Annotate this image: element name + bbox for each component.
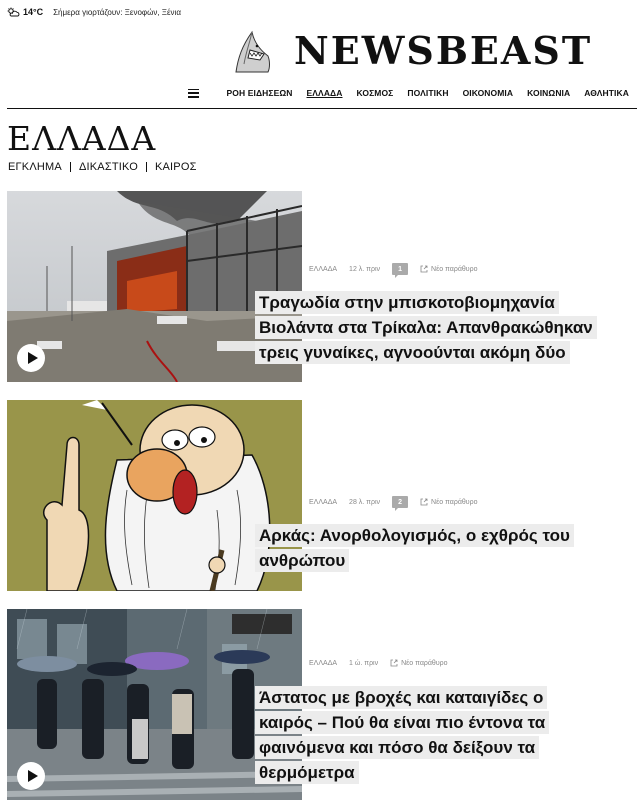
nav-item-economy[interactable]: ΟΙΚΟΝΟΜΙΑ bbox=[462, 88, 514, 98]
article-title: Άστατος με βροχές και καταιγίδες ο καιρός – Πού θα είναι πιο έντονα τα φαινόμενα και πόσο θα δείξουν τα θερμόμετρα bbox=[255, 686, 549, 784]
external-link-icon bbox=[420, 265, 428, 273]
open-new-window-link[interactable] bbox=[420, 498, 477, 506]
article-category[interactable]: ΕΛΛΑΔΑ bbox=[309, 659, 338, 667]
new-window-label: Νέο παράθυρο bbox=[401, 659, 448, 667]
nav-item-greece[interactable]: ΕΛΛΑΔΑ bbox=[306, 88, 343, 98]
play-icon bbox=[28, 770, 38, 782]
shark-icon bbox=[230, 28, 274, 74]
article-category[interactable]: ΕΛΛΑΔΑ bbox=[309, 498, 338, 506]
comments-count[interactable]: 1 bbox=[392, 263, 408, 275]
external-link-icon bbox=[420, 498, 428, 506]
article-headline[interactable] bbox=[255, 290, 625, 365]
new-window-label: Νέο παράθυρο bbox=[431, 265, 478, 273]
nameday-text: Σήμερα γιορτάζουν: Ξενοφών, Ξένια bbox=[53, 7, 181, 17]
page-title: ΕΛΛΑΔΑ bbox=[7, 119, 157, 158]
subcat-crime[interactable]: ΕΓΚΛΗΜΑ bbox=[8, 161, 62, 173]
article-title: Αρκάς: Ανορθολογισμός, ο εχθρός του ανθρώπου bbox=[255, 524, 574, 572]
nav-item-politics[interactable]: ΠΟΛΙΤΙΚΗ bbox=[407, 88, 449, 98]
open-new-window-link[interactable] bbox=[420, 265, 477, 273]
open-new-window-link[interactable] bbox=[390, 659, 447, 667]
cloud-sun-icon bbox=[6, 7, 20, 17]
nav-divider bbox=[7, 108, 637, 109]
nav-item-society[interactable]: ΚΟΙΝΩΝΙΑ bbox=[527, 88, 571, 98]
divider bbox=[70, 162, 71, 172]
comments-count[interactable]: 2 bbox=[392, 496, 408, 508]
nav-item-news-feed[interactable]: ΡΟΗ ΕΙΔΗΣΕΩΝ bbox=[226, 88, 293, 98]
external-link-icon bbox=[390, 659, 398, 667]
subcat-weather[interactable]: ΚΑΙΡΟΣ bbox=[154, 161, 197, 173]
article-category[interactable]: ΕΛΛΑΔΑ bbox=[309, 265, 338, 273]
divider bbox=[146, 162, 147, 172]
article-time: 28 λ. πριν bbox=[349, 498, 381, 506]
article-title: Τραγωδία στην μπισκοτοβιομηχανία Βιολάντα στα Τρίκαλα: Απανθρακώθηκαν τρεις γυναίκες, αγνοούνται ακόμη δύο bbox=[255, 291, 597, 364]
nav-item-sports[interactable]: ΑΘΛΗΤΙΚΑ bbox=[584, 88, 629, 98]
subcategory-nav bbox=[8, 161, 197, 173]
nav-item-world[interactable]: ΚΟΣΜΟΣ bbox=[356, 88, 394, 98]
temperature: 14°C bbox=[23, 7, 44, 17]
play-video-button[interactable] bbox=[17, 344, 45, 372]
play-video-button[interactable] bbox=[17, 762, 45, 790]
weather-bar bbox=[6, 4, 181, 20]
subcat-court[interactable]: ΔΙΚΑΣΤΙΚΟ bbox=[78, 161, 138, 173]
article-meta bbox=[309, 496, 477, 508]
new-window-label: Νέο παράθυρο bbox=[431, 498, 478, 506]
play-icon bbox=[28, 352, 38, 364]
logo-text: NEWSBEAST bbox=[294, 28, 593, 73]
article-headline[interactable] bbox=[255, 685, 585, 785]
article-meta bbox=[309, 263, 477, 275]
article-headline[interactable] bbox=[255, 523, 600, 573]
hamburger-icon[interactable] bbox=[188, 89, 199, 98]
article-time: 12 λ. πριν bbox=[349, 265, 381, 273]
main-nav bbox=[0, 80, 641, 106]
site-logo[interactable] bbox=[230, 26, 592, 76]
article-time: 1 ώ. πριν bbox=[349, 659, 379, 667]
article-meta bbox=[309, 659, 448, 667]
